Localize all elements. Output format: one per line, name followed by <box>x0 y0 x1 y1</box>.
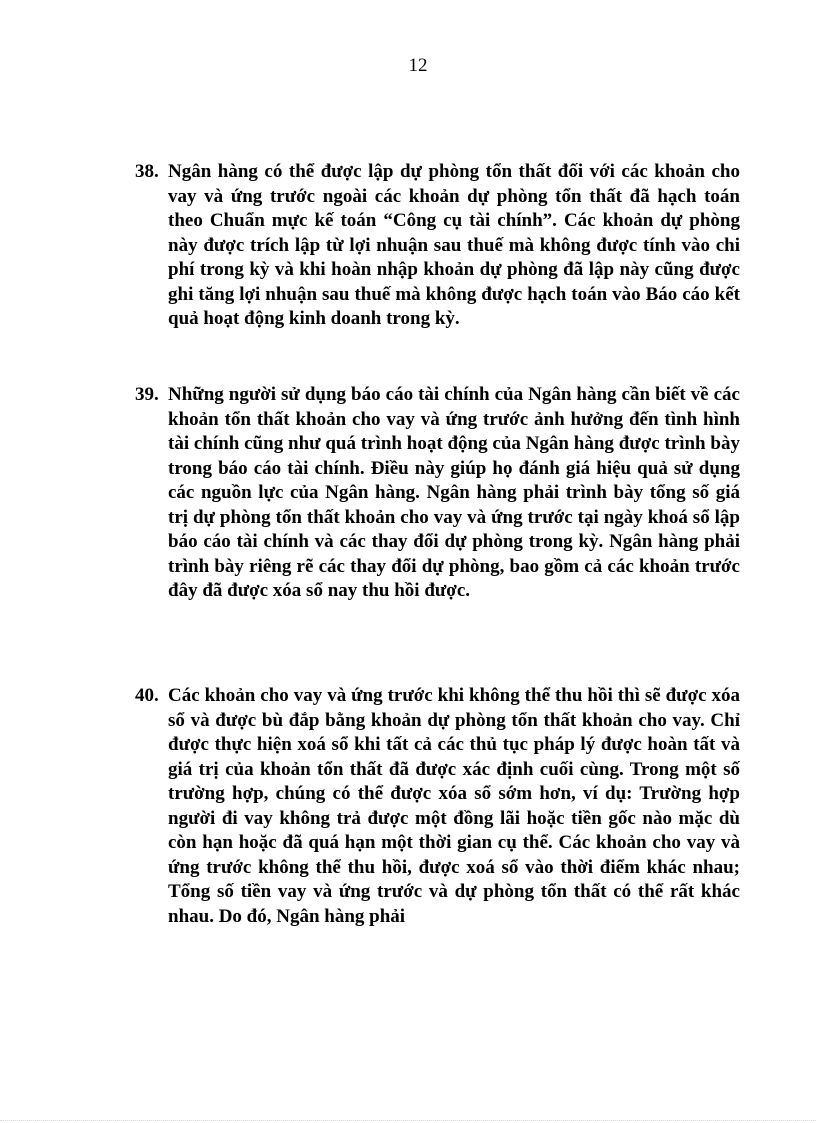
paragraph-number: 40. <box>135 685 159 706</box>
page-bottom-divider <box>0 1120 816 1121</box>
paragraph-number: 38. <box>135 161 159 182</box>
paragraph-text: Ngân hàng có thể được lập dự phòng tổn thất đối với các khoản cho vay và ứng trước ngoài các khoản dự phòng tổn thất đã hạch toán theo Chuẩn mực kế toán “Công cụ tài chính”. Các khoản dự phòng này được trích lập từ lợi nhuận sau thuế mà không được tính vào chi phí trong kỳ và khi hoàn nhập khoản dự phòng đã lập này cũng được ghi tăng lợi nhuận sau thuế mà không được hạch toán vào Báo cáo kết quả hoạt động kinh doanh trong kỳ. <box>168 161 740 329</box>
paragraph-text: Các khoản cho vay và ứng trước khi không thể thu hồi thì sẽ được xóa sổ và được bù đắp bằng khoản dự phòng tổn thất khoản cho vay. Chỉ được thực hiện xoá sổ khi tất cả các thủ tục pháp lý được hoàn tất và giá trị của khoản tổn thất đã được xác định cuối cùng. Trong một số trường hợp, chúng có thể được xóa sổ sớm hơn, ví dụ: Trường hợp người đi vay không trả được một đồng lãi hoặc tiền gốc nào mặc dù còn hạn hoặc đã quá hạn một thời gian cụ thể. Các khoản cho vay và ứng trước không thể thu hồi, được xoá sổ vào thời điểm khác nhau; Tổng số tiền vay và ứng trước và dự phòng tổn thất có thể rất khác nhau. Do đó, Ngân hàng phải <box>168 685 740 927</box>
paragraph-40 <box>135 684 740 929</box>
paragraph-number: 39. <box>135 384 159 405</box>
paragraph-39 <box>135 383 740 604</box>
page-number: 12 <box>408 55 428 76</box>
paragraph-text: Những người sử dụng báo cáo tài chính của Ngân hàng cần biết về các khoản tổn thất khoản cho vay và ứng trước ảnh hưởng đến tình hình tài chính cũng như quá trình hoạt động của Ngân hàng được trình bày trong báo cáo tài chính. Điều này giúp họ đánh giá hiệu quả sử dụng các nguồn lực của Ngân hàng. Ngân hàng phải trình bày tổng số giá trị dự phòng tổn thất khoản cho vay và ứng trước tại ngày khoá sổ lập báo cáo tài chính và các thay đổi dự phòng trong kỳ. Ngân hàng phải trình bày riêng rẽ các thay đổi dự phòng, bao gồm cả các khoản trước đây đã được xóa sổ nay thu hồi được. <box>168 384 740 601</box>
paragraph-38 <box>135 160 740 332</box>
